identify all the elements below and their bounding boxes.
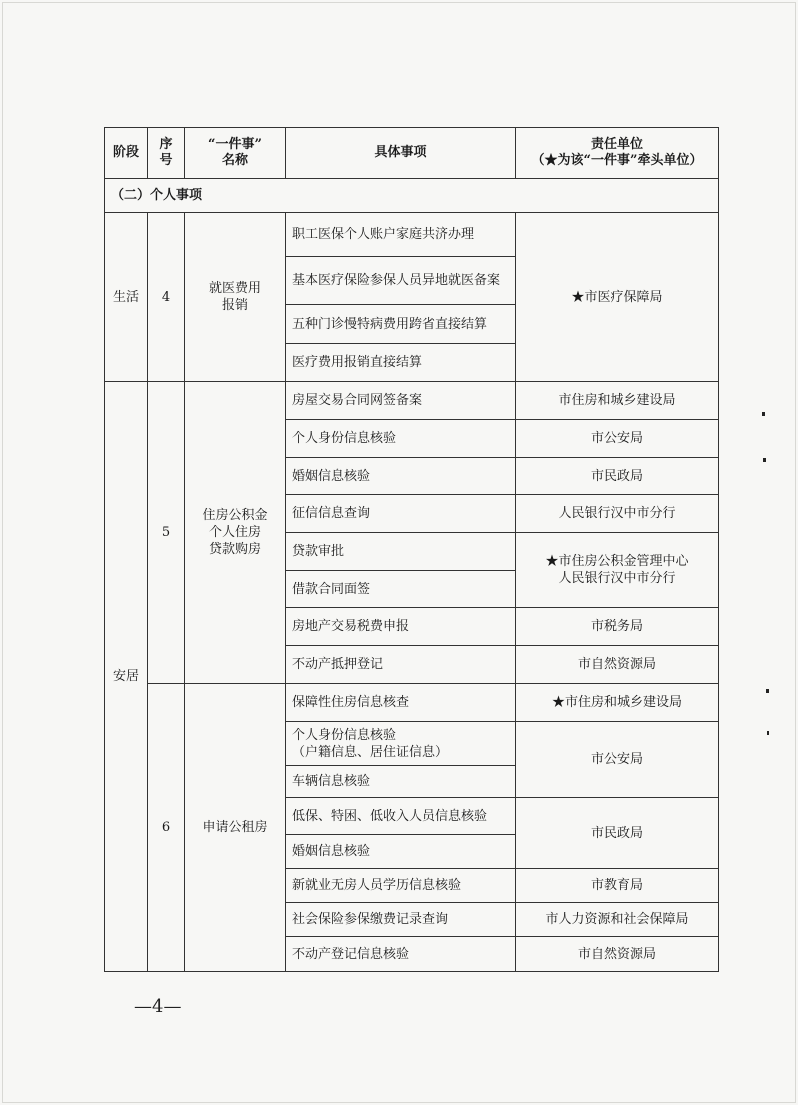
header-unit: 责任单位 （★为该“一件事”牵头单位）: [516, 128, 719, 179]
unit-cell: ★市住房公积金管理中心 人民银行汉中市分行: [516, 533, 719, 608]
item-cell: 房屋交易合同网签备案: [286, 382, 516, 420]
unit-cell: 市民政局: [516, 458, 719, 495]
section-title: （二）个人事项: [105, 179, 719, 213]
item-cell: 婚姻信息核验: [286, 458, 516, 495]
item-cell: 低保、特困、低收入人员信息核验: [286, 798, 516, 835]
seq-cell: 6: [148, 684, 185, 972]
scan-speck: [767, 731, 769, 735]
item-cell: 个人身份信息核验 （户籍信息、居住证信息）: [286, 722, 516, 766]
matter-name-cell: 就医费用 报销: [185, 213, 286, 382]
table-row: [105, 684, 719, 722]
seq-cell: 4: [148, 213, 185, 382]
item-cell: 借款合同面签: [286, 571, 516, 608]
item-cell: 征信信息查询: [286, 495, 516, 533]
item-cell: 婚姻信息核验: [286, 835, 516, 869]
item-cell: 保障性住房信息核查: [286, 684, 516, 722]
item-cell: 职工医保个人账户家庭共济办理: [286, 213, 516, 257]
unit-cell: 市公安局: [516, 722, 719, 798]
stage-cell: 安居: [105, 382, 148, 972]
item-cell: 五种门诊慢特病费用跨省直接结算: [286, 305, 516, 344]
matter-name-cell: 申请公租房: [185, 684, 286, 972]
unit-cell: 人民银行汉中市分行: [516, 495, 719, 533]
item-cell: 个人身份信息核验: [286, 420, 516, 458]
stage-cell: 生活: [105, 213, 148, 382]
header-items: 具体事项: [286, 128, 516, 179]
item-cell: 车辆信息核验: [286, 766, 516, 798]
table-row: [105, 382, 719, 420]
header-row: [105, 128, 719, 179]
header-seq: 序 号: [148, 128, 185, 179]
unit-cell: 市民政局: [516, 798, 719, 869]
unit-cell: 市住房和城乡建设局: [516, 382, 719, 420]
matters-table: [104, 127, 719, 972]
item-cell: 不动产登记信息核验: [286, 937, 516, 972]
scan-speck: [766, 689, 769, 693]
item-cell: 贷款审批: [286, 533, 516, 571]
scan-speck: [763, 458, 766, 462]
seq-cell: 5: [148, 382, 185, 684]
section-row: [105, 179, 719, 213]
unit-cell: 市税务局: [516, 608, 719, 646]
page-number: —4—: [134, 996, 182, 1017]
item-cell: 不动产抵押登记: [286, 646, 516, 684]
unit-cell: ★市住房和城乡建设局: [516, 684, 719, 722]
item-cell: 新就业无房人员学历信息核验: [286, 869, 516, 903]
unit-cell: ★市医疗保障局: [516, 213, 719, 382]
item-cell: 社会保险参保缴费记录查询: [286, 903, 516, 937]
matter-name-cell: 住房公积金 个人住房 贷款购房: [185, 382, 286, 684]
unit-cell: 市人力资源和社会保障局: [516, 903, 719, 937]
unit-cell: 市公安局: [516, 420, 719, 458]
item-cell: 基本医疗保险参保人员异地就医备案: [286, 257, 516, 305]
table-row: [105, 213, 719, 257]
header-stage: 阶段: [105, 128, 148, 179]
unit-cell: 市自然资源局: [516, 937, 719, 972]
unit-cell: 市教育局: [516, 869, 719, 903]
item-cell: 医疗费用报销直接结算: [286, 344, 516, 382]
header-name: “一件事” 名称: [185, 128, 286, 179]
unit-cell: 市自然资源局: [516, 646, 719, 684]
item-cell: 房地产交易税费申报: [286, 608, 516, 646]
scan-speck: [762, 412, 765, 416]
